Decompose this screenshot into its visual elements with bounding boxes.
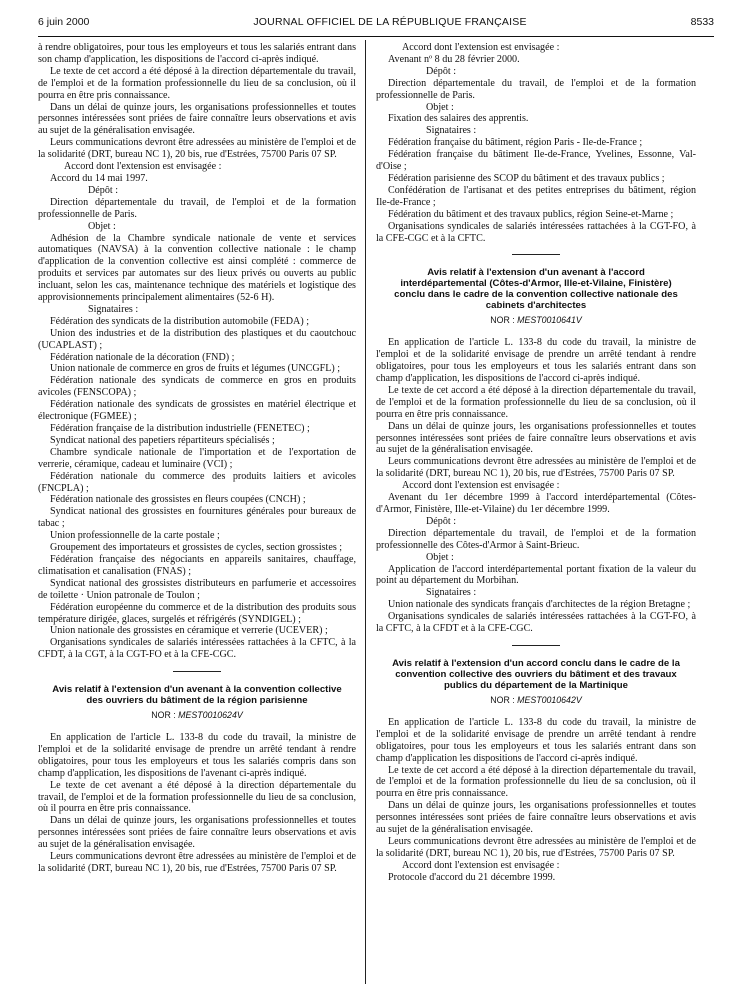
signataire-item: Syndicat national des grossistes distributeurs en parfumerie et accessoires de toilette · Union patronale de Toulon ;: [38, 577, 356, 601]
paragraph: Dans un délai de quinze jours, les organisations professionnelles et toutes personnes intéressées sont priées de faire connaître leurs observations et avis au sujet de la généralisation envisagée.: [38, 101, 356, 137]
signataire-item: Union nationale des syndicats français d'architectes de la région Bretagne ;: [388, 599, 691, 611]
signataire-item: Union professionnelle de la carte postale ;: [50, 530, 220, 542]
signataire-item: Syndicat national des papetiers répartiteurs spécialisés ;: [50, 434, 275, 446]
signataire-item: Fédération nationale du commerce des produits laitiers et avicoles (FNCPLA) ;: [38, 470, 356, 494]
right-column: [376, 42, 696, 982]
paragraph: Dans un délai de quinze jours, les organisations professionnelles et toutes personnes intéressées sont priées de faire connaître leurs observations et avis au sujet de la généralisation envisagée.: [38, 815, 356, 851]
nor-code: MEST0010642V: [517, 694, 582, 705]
signataire-item: Fédération nationale des syndicats de grossistes en matériel électrique et électronique (FGMEE) ;: [38, 399, 356, 423]
nor-reference: [376, 695, 696, 707]
nor-reference: [376, 315, 696, 327]
depot-value: Direction départementale du travail, de l'emploi et de la formation professionnelle des Côtes-d'Armor à Saint-Brieuc.: [376, 527, 696, 551]
avis-title: Avis relatif à l'extension d'un accord conclu dans le cadre de la convention collective des ouvriers du bâtiment et des travaux publics du département de la Martinique: [392, 657, 680, 691]
header-page-number: 8533: [690, 16, 714, 28]
paragraph: Le texte de cet accord a été déposé à la direction départementale du travail, de l'emploi et de la formation professionnelle du lieu de sa conclusion, où il pourra en être pris connaissance.: [376, 384, 696, 420]
signataire-item: Fédération française de la distribution industrielle (FENETEC) ;: [50, 423, 310, 434]
signataire-item: Union nationale des grossistes en céramique et verrerie (UCEVER) ;: [50, 625, 328, 637]
signataire-item: Syndicat national des grossistes en fournitures générales pour bureaux de tabac ;: [38, 506, 356, 530]
signataire-item: Fédération française du bâtiment, région Paris - Ile-de-France ;: [388, 137, 643, 149]
paragraph: Leurs communications devront être adressées au ministère de l'emploi et de la solidarité (DRT, bureau NC 1), 20 bis, rue d'Estrées, 75700 Paris 07 SP.: [38, 851, 356, 874]
depot-value: Direction départementale du travail, de l'emploi et de la formation professionnelle de Paris.: [376, 77, 696, 101]
paragraph: En application de l'article L. 133-8 du code du travail, la ministre de l'emploi et de la solidarité envisage de prendre un arrêté tendant à rendre obligatoires, pour tous les employeurs et tous les salariés entrant dans son champ d'application les dispositions de l'accord ci-après indiqué.: [376, 716, 696, 764]
signataires-label: Signataires :: [88, 303, 139, 315]
signataires-label: Signataires :: [426, 125, 477, 137]
depot-value: Direction départementale du travail, de l'emploi et de la formation professionnelle de Paris.: [38, 196, 356, 220]
page-header: [38, 16, 714, 37]
paragraph: Dans un délai de quinze jours, les organisations professionnelles et toutes personnes intéressées sont priées de faire connaître leurs observations et avis au sujet de la généralisation envisagée.: [376, 800, 696, 836]
section-separator: [512, 254, 560, 255]
accord-label: Accord dont l'extension est envisagée :: [402, 859, 560, 871]
signataire-item: Organisations syndicales de salariés intéressées rattachées à la CGT-FO, à la CFTC, à la CFDT et à la CFE-CGC.: [376, 611, 696, 635]
depot-label: Dépôt :: [426, 65, 456, 77]
objet-label: Objet :: [426, 551, 454, 563]
avis-title: Avis relatif à l'extension d'un avenant à la convention collective des ouvriers du bâtiment de la région parisienne: [52, 684, 342, 707]
objet-label: Objet :: [426, 101, 454, 113]
signataire-item: Fédération parisienne des SCOP du bâtiment et des travaux publics ;: [388, 172, 665, 184]
signataire-item: Chambre syndicale nationale de l'importation et de l'exportation de verrerie, céramique, cadeau et luminaire (VCI) ;: [38, 446, 356, 470]
accord-label: Accord dont l'extension est envisagée :: [64, 161, 222, 173]
nor-code: MEST0010624V: [178, 710, 243, 721]
paragraph: Leurs communications devront être adressées au ministère de l'emploi et de la solidarité (DRT, bureau NC 1), 20 bis, rue d'Estrées, 75700 Paris 07 SP.: [376, 835, 696, 859]
nor-prefix: NOR :: [151, 710, 179, 721]
avis-title: Avis relatif à l'extension d'un avenant à l'accord interdépartemental (Côtes-d'Armor, Ille-et-Vilaine, Finistère) conclu dans le cadre de la convention collective nationale des cabinets d'architectes: [394, 267, 678, 312]
nor-prefix: NOR :: [490, 694, 518, 705]
signataire-item: Fédération nationale des syndicats de commerce en gros en produits avicoles (FENSCOPA) ;: [38, 375, 356, 399]
paragraph: Leurs communications devront être adressées au ministère de l'emploi et de la solidarité (DRT, bureau NC 1), 20 bis, rue d'Estrées, 75700 Paris 07 SP.: [38, 137, 356, 161]
section-separator: [512, 645, 560, 646]
signataire-item: Fédération nationale des grossistes en fleurs coupées (CNCH) ;: [50, 494, 306, 506]
paragraph: Le texte de cet avenant a été déposé à la direction départementale du travail, de l'emploi et de la formation professionnelle du lieu de sa conclusion, où il pourra en être pris connaissance.: [38, 779, 356, 815]
paragraph: Le texte de cet accord a été déposé à la direction départementale du travail, de l'emploi et de la formation professionnelle du lieu de sa conclusion, où il pourra en être pris connaissance.: [38, 65, 356, 101]
paragraph: Dans un délai de quinze jours, les organisations professionnelles et toutes personnes intéressées sont priées de faire connaître leurs observations et avis au sujet de la généralisation envisagée.: [376, 420, 696, 456]
signataire-item: Fédération européenne du commerce et de la distribution des produits sous température dirigée, glaces, surgelés et réfrigérés (SYNDIGEL) ;: [38, 601, 356, 625]
signataire-item: Union nationale de commerce en gros de fruits et légumes (UNCGFL) ;: [50, 363, 341, 375]
paragraph: Leurs communications devront être adressées au ministère de l'emploi et de la solidarité (DRT, bureau NC 1), 20 bis, rue d'Estrées, 75700 Paris 07 SP.: [376, 456, 696, 480]
paragraph: En application de l'article L. 133-8 du code du travail, la ministre de l'emploi et de la solidarité envisage de prendre un arrêté tendant à rendre obligatoires, pour tous les employeurs et tous les salariés compris dans son champ d'application, les dispositions de l'avenant ci-après indiqué.: [38, 732, 356, 779]
signataire-item: Fédération française du bâtiment Ile-de-France, Yvelines, Essonne, Val-d'Oise ;: [376, 149, 696, 173]
paragraph: à rendre obligatoires, pour tous les employeurs et tous les salariés entrant dans son champ d'application, les dispositions de l'accord ci-après indiqué.: [38, 42, 356, 65]
accord-value: Avenant nº 8 du 28 février 2000.: [388, 53, 520, 65]
signataire-item: Groupement des importateurs et grossistes de cycles, section grossistes ;: [50, 542, 343, 554]
signataire-item: Fédération française des négociants en appareils sanitaires, chauffage, climatisation et canalisation (FNAS) ;: [38, 553, 356, 577]
objet-label: Objet :: [88, 220, 116, 232]
paragraph: En application de l'article L. 133-8 du code du travail, la ministre de l'emploi et de la solidarité envisage de prendre un arrêté tendant à rendre obligatoires, pour tous les employeurs et tous les salariés entrant dans son champ d'application, les dispositions de l'accord ci-après indiqué.: [376, 337, 696, 385]
depot-label: Dépôt :: [426, 515, 456, 527]
signataire-item: Organisations syndicales de salariés intéressées rattachées à la CGT-FO, à la CFE-CGC et à la CFTC.: [376, 220, 696, 244]
signataire-item: Fédération nationale de la décoration (FND) ;: [50, 351, 235, 363]
accord-label: Accord dont l'extension est envisagée :: [402, 480, 560, 492]
signataire-item: Fédération des syndicats de la distribution automobile (FEDA) ;: [50, 315, 310, 327]
header-date: 6 juin 2000: [38, 16, 90, 28]
signataires-label: Signataires :: [426, 587, 477, 599]
header-title: JOURNAL OFFICIEL DE LA RÉPUBLIQUE FRANÇAISE: [253, 16, 527, 28]
accord-value: Accord du 14 mai 1997.: [50, 172, 148, 184]
nor-prefix: NOR :: [490, 315, 518, 326]
left-column: [38, 42, 356, 982]
section-separator: [173, 671, 221, 672]
accord-value: Avenant du 1er décembre 1999 à l'accord interdépartemental (Côtes-d'Armor, Finistère, Ille-et-Vilaine) du 1er décembre 1999.: [376, 492, 696, 515]
paragraph: Le texte de cet accord a été déposé à la direction départementale du travail, de l'emploi et de la formation professionnelle du lieu de sa conclusion, où il pourra en être pris connaissance.: [376, 764, 696, 800]
signataire-item: Organisations syndicales de salariés intéressées rattachées à la CFTC, à la CFDT, à la CGT, à la CGT-FO et à la CFE-CGC.: [38, 637, 356, 661]
objet-value: Fixation des salaires des apprentis.: [388, 113, 529, 125]
accord-label: Accord dont l'extension est envisagée :: [402, 42, 560, 53]
column-divider: [365, 40, 366, 984]
signataire-item: Union des industries et de la distribution des plastiques et du caoutchouc (UCAPLAST) ;: [38, 327, 356, 351]
signataire-item: Confédération de l'artisanat et des petites entreprises du bâtiment, région Ile-de-France ;: [376, 184, 696, 208]
objet-value: Application de l'accord interdépartemental portant fixation de la valeur du point au département du Morbihan.: [376, 563, 696, 587]
objet-value: Adhésion de la Chambre syndicale nationale de vente et services automatiques (NAVSA) à la convention collective nationale : le champ d'application de la convention collective est ainsi complété : commerce de produits et services par automates sur des lieux privés ou ouverts au public incluant, selon les cas, maintenance technique des matériels et logistique des approvisionnements principalement alimentaires (52-6 H).: [38, 232, 356, 304]
accord-value: Protocole d'accord du 21 décembre 1999.: [388, 871, 556, 883]
nor-code: MEST0010641V: [517, 315, 582, 326]
signataire-item: Fédération du bâtiment et des travaux publics, région Seine-et-Marne ;: [388, 208, 674, 220]
nor-reference: [38, 710, 356, 722]
depot-label: Dépôt :: [88, 184, 118, 196]
